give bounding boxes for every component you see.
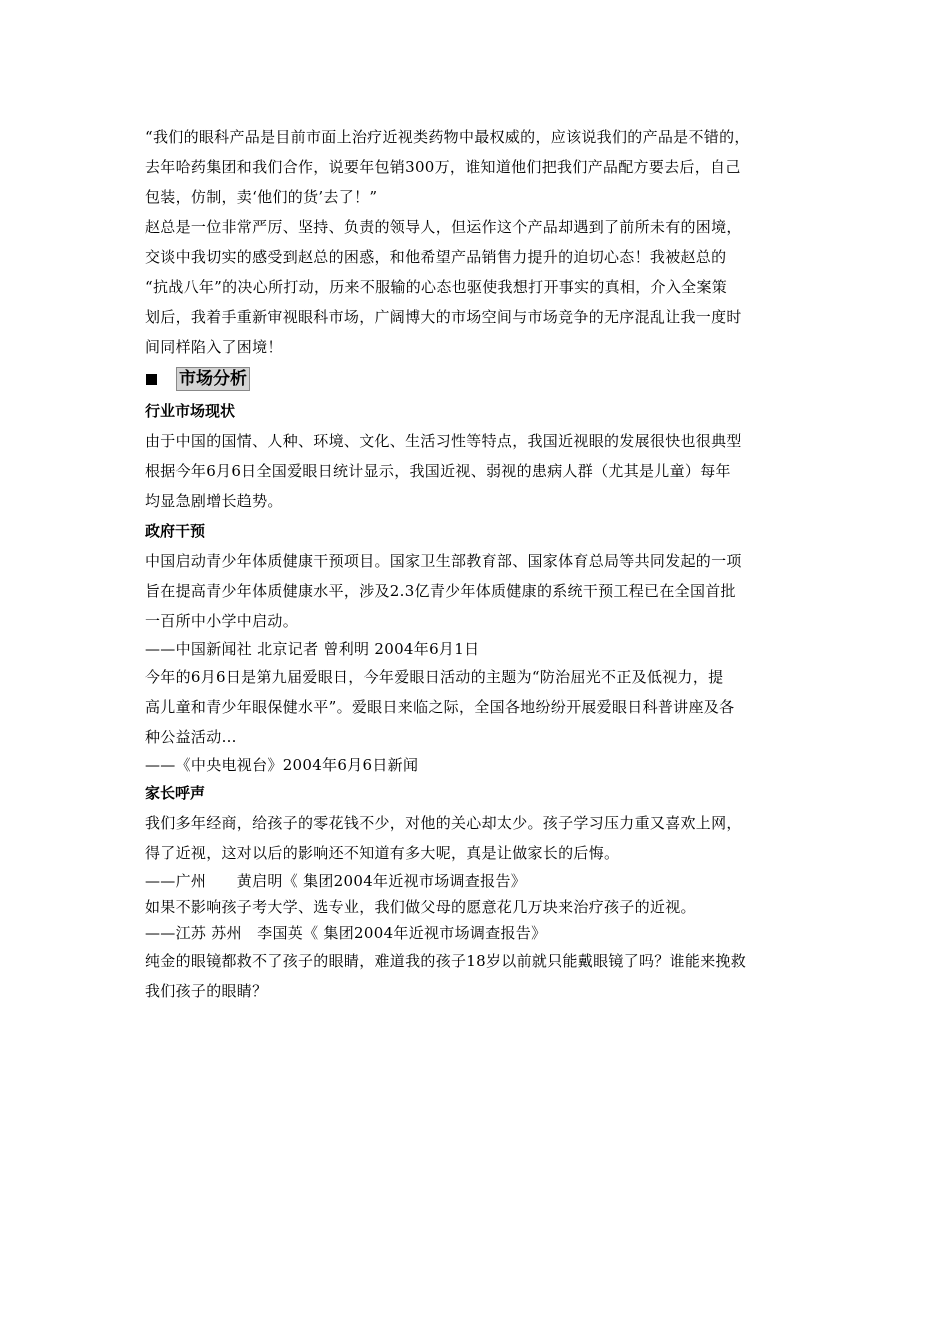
text-line: 中国启动青少年体质健康干预项目。国家卫生部教育部、国家体育总局等共同发起的一项 [145,552,742,570]
subheading: 行业市场现状 [145,402,236,420]
text-line: 我们多年经商，给孩子的零花钱不少，对他的关心却太少。孩子学习压力重又喜欢上网， [145,814,742,832]
subheading: 政府干预 [145,522,206,540]
text-line: 纯金的眼镜都救不了孩子的眼睛，难道我的孩子18岁以前就只能戴眼镜了吗？谁能来挽救 [145,952,747,970]
subheading: 家长呼声 [145,784,206,802]
government-section [145,516,815,778]
text-line: “抗战八年”的决心所打动，历来不服输的心态也驱使我想打开事实的真相，介入全案策 [145,278,728,296]
text-line: 今年的6月6日是第九届爱眼日，今年爱眼日活动的主题为“防治屈光不正及低视力，提 [145,668,724,686]
industry-section [145,396,815,516]
document-page [145,122,815,1006]
text-line: 旨在提高青少年体质健康水平，涉及2.3亿青少年体质健康的系统干预工程已在全国首批 [145,582,736,600]
source-line: ——广州 黄启明《 集团2004年近视市场调查报告》 [145,872,527,890]
text-line: 去年哈药集团和我们合作，说要年包销300万，谁知道他们把我们产品配方要去后，自己 [145,158,741,176]
square-bullet-icon [146,374,157,385]
text-line: 由于中国的国情、人种、环境、文化、生活习性等特点，我国近视眼的发展很快也很典型 [145,432,742,450]
text-line: 划后，我着手重新审视眼科市场，广阔博大的市场空间与市场竞争的无序混乱让我一度时 [145,308,742,326]
text-line: 交谈中我切实的感受到赵总的困惑，和他希望产品销售力提升的迫切心态！我被赵总的 [145,248,727,266]
text-line: 得了近视，这对以后的影响还不知道有多大呢，真是让做家长的后悔。 [145,844,620,862]
text-line: 包装，仿制，卖‘他们的货’去了！” [145,188,378,206]
parents-section [145,778,815,1006]
intro-paragraph [145,122,815,362]
section-title: 市场分析 [176,367,250,391]
text-line: 根据今年6月6日全国爱眼日统计显示，我国近视、弱视的患病人群（尤其是儿童）每年 [145,462,731,480]
source-line: ——中国新闻社 北京记者 曾利明 2004年6月1日 [145,640,480,658]
text-line: 高儿童和青少年眼保健水平”。爱眼日来临之际，全国各地纷纷开展爱眼日科普讲座及各 [145,698,735,716]
text-line: 间同样陷入了困境！ [145,338,283,356]
text-line: 一百所中小学中启动。 [145,612,299,630]
text-line: “我们的眼科产品是目前市面上治疗近视类药物中最权威的，应该说我们的产品是不错的， [145,128,750,146]
source-line: ——《中央电视台》2004年6月6日新闻 [145,756,419,774]
text-line: 我们孩子的眼睛？ [145,982,268,1000]
text-line: 种公益活动… [145,728,237,746]
section-header [145,362,815,396]
text-line: 均显急剧增长趋势。 [145,492,283,510]
source-line: ——江苏 苏州 李国英《 集团2004年近视市场调查报告》 [145,924,547,942]
text-line: 如果不影响孩子考大学、选专业，我们做父母的愿意花几万块来治疗孩子的近视。 [145,898,696,916]
text-line: 赵总是一位非常严厉、坚持、负责的领导人，但运作这个产品却遇到了前所未有的困境， [145,218,742,236]
